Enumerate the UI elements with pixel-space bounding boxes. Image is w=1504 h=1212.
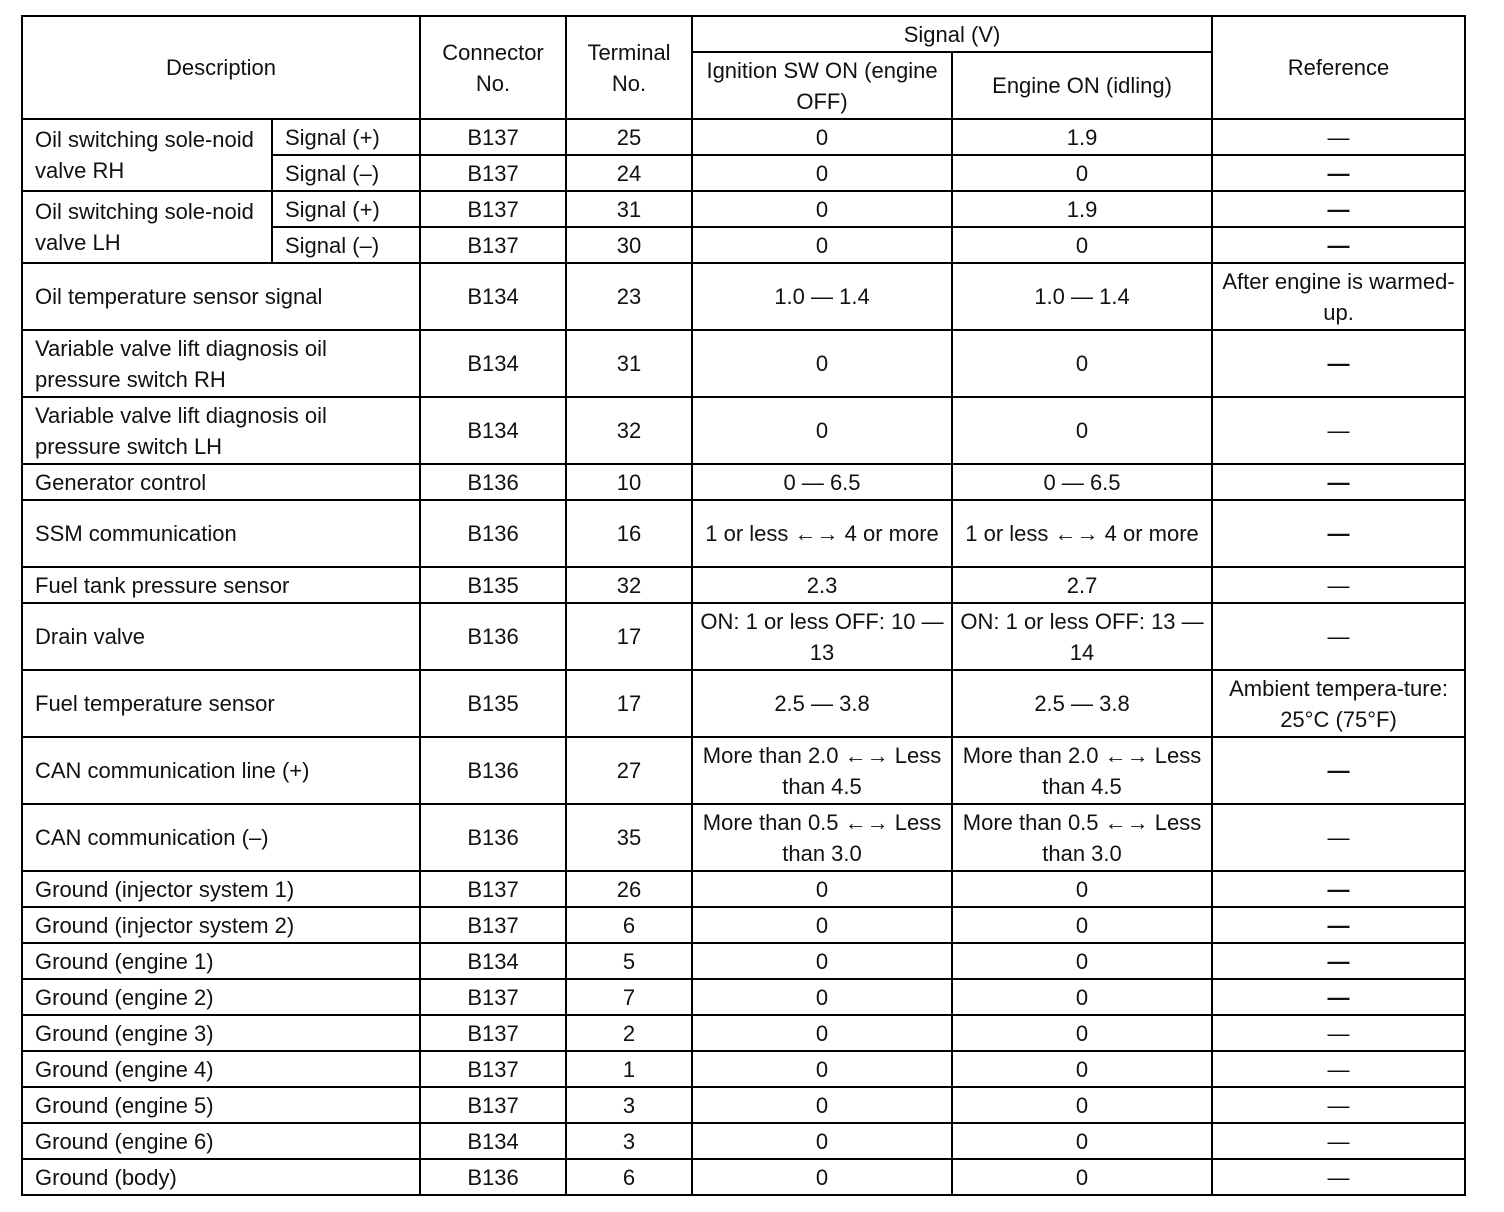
row-ign-value: 0 — [692, 979, 952, 1015]
header-connector: Connector No. — [420, 16, 566, 119]
row-ign-value: 0 — [692, 871, 952, 907]
row-ign-value: 0 — [692, 1015, 952, 1051]
row-connector: B137 — [420, 907, 566, 943]
row-description: Variable valve lift diagnosis oil pressure switch LH — [22, 397, 420, 464]
header-signal: Signal (V) — [692, 16, 1212, 52]
row-reference: — — [1212, 464, 1465, 500]
row-ign-value: 0 — [692, 1159, 952, 1195]
row-connector: B134 — [420, 943, 566, 979]
row-terminal: 5 — [566, 943, 692, 979]
row-connector: B135 — [420, 670, 566, 737]
row-reference: — — [1212, 1123, 1465, 1159]
row-ign-value: 0 — [692, 397, 952, 464]
row-description: CAN communication (–) — [22, 804, 420, 871]
row-eng-value: 0 — [952, 1051, 1212, 1087]
row-terminal: 35 — [566, 804, 692, 871]
row-eng-value: 0 — [952, 1087, 1212, 1123]
table-row — [22, 1051, 1465, 1087]
row-terminal: 30 — [566, 227, 692, 263]
row-terminal: 2 — [566, 1015, 692, 1051]
row-eng-value: 1.9 — [952, 191, 1212, 227]
row-terminal: 24 — [566, 155, 692, 191]
row-connector: B136 — [420, 737, 566, 804]
row-signal-sub: Signal (–) — [272, 155, 420, 191]
row-ign-value: 0 — [692, 191, 952, 227]
table-row — [22, 907, 1465, 943]
table-row — [22, 603, 1465, 670]
header-description: Description — [22, 16, 420, 119]
row-description: CAN communication line (+) — [22, 737, 420, 804]
row-signal-sub: Signal (+) — [272, 191, 420, 227]
table-row — [22, 330, 1465, 397]
row-reference: — — [1212, 330, 1465, 397]
row-ign-value: 1 or less ←→ 4 or more — [692, 500, 952, 567]
row-eng-value: 2.5 — 3.8 — [952, 670, 1212, 737]
row-terminal: 6 — [566, 907, 692, 943]
row-ign-value: 1.0 — 1.4 — [692, 263, 952, 330]
row-eng-value: 2.7 — [952, 567, 1212, 603]
table-row — [22, 397, 1465, 464]
row-terminal: 3 — [566, 1123, 692, 1159]
row-description: Ground (engine 6) — [22, 1123, 420, 1159]
row-connector: B137 — [420, 227, 566, 263]
row-description: Fuel temperature sensor — [22, 670, 420, 737]
row-terminal: 25 — [566, 119, 692, 155]
row-eng-value: 0 — [952, 155, 1212, 191]
row-eng-value: 1 or less ←→ 4 or more — [952, 500, 1212, 567]
row-ign-value: 0 — [692, 227, 952, 263]
row-reference: — — [1212, 1159, 1465, 1195]
row-terminal: 7 — [566, 979, 692, 1015]
table-row — [22, 1015, 1465, 1051]
row-eng-value: 1.0 — 1.4 — [952, 263, 1212, 330]
row-terminal: 16 — [566, 500, 692, 567]
row-terminal: 10 — [566, 464, 692, 500]
row-connector: B137 — [420, 119, 566, 155]
row-description: Variable valve lift diagnosis oil pressure switch RH — [22, 330, 420, 397]
row-reference: — — [1212, 1051, 1465, 1087]
row-reference: — — [1212, 979, 1465, 1015]
row-ign-value: 2.3 — [692, 567, 952, 603]
row-terminal: 6 — [566, 1159, 692, 1195]
row-ign-value: 0 — [692, 1051, 952, 1087]
header-engine-on: Engine ON (idling) — [952, 52, 1212, 119]
row-reference: — — [1212, 737, 1465, 804]
row-description: Ground (engine 5) — [22, 1087, 420, 1123]
table-row — [22, 670, 1465, 737]
row-eng-value: 0 — [952, 397, 1212, 464]
row-reference: — — [1212, 227, 1465, 263]
table-row — [22, 191, 1465, 227]
row-ign-value: 0 — 6.5 — [692, 464, 952, 500]
row-reference: — — [1212, 500, 1465, 567]
terminal-signal-table — [21, 15, 1466, 1196]
row-signal-sub: Signal (–) — [272, 227, 420, 263]
row-description: Ground (body) — [22, 1159, 420, 1195]
row-terminal: 26 — [566, 871, 692, 907]
row-ign-value: 0 — [692, 907, 952, 943]
row-terminal: 27 — [566, 737, 692, 804]
row-terminal: 31 — [566, 191, 692, 227]
row-terminal: 31 — [566, 330, 692, 397]
table-row — [22, 119, 1465, 155]
row-connector: B137 — [420, 1015, 566, 1051]
row-description: Ground (injector system 1) — [22, 871, 420, 907]
row-connector: B137 — [420, 979, 566, 1015]
row-description: Ground (engine 2) — [22, 979, 420, 1015]
row-connector: B136 — [420, 1159, 566, 1195]
header-ignition-sw-on: Ignition SW ON (engine OFF) — [692, 52, 952, 119]
row-reference: — — [1212, 804, 1465, 871]
row-terminal: 17 — [566, 670, 692, 737]
row-ign-value: 2.5 — 3.8 — [692, 670, 952, 737]
row-description: Ground (injector system 2) — [22, 907, 420, 943]
row-ign-value: More than 0.5 ←→ Less than 3.0 — [692, 804, 952, 871]
row-connector: B134 — [420, 263, 566, 330]
row-eng-value: 0 — [952, 979, 1212, 1015]
row-description: Ground (engine 1) — [22, 943, 420, 979]
row-description: Oil switching sole-noid valve LH — [22, 191, 272, 263]
row-ign-value: 0 — [692, 1087, 952, 1123]
row-description: Generator control — [22, 464, 420, 500]
row-connector: B137 — [420, 1051, 566, 1087]
row-ign-value: 0 — [692, 1123, 952, 1159]
table-row — [22, 1087, 1465, 1123]
row-signal-sub: Signal (+) — [272, 119, 420, 155]
row-reference: — — [1212, 1087, 1465, 1123]
row-eng-value: ON: 1 or less OFF: 13 — 14 — [952, 603, 1212, 670]
row-reference: — — [1212, 603, 1465, 670]
row-connector: B136 — [420, 804, 566, 871]
row-reference: Ambient tempera-ture: 25°C (75°F) — [1212, 670, 1465, 737]
row-eng-value: 0 — [952, 1015, 1212, 1051]
row-eng-value: 0 — [952, 1159, 1212, 1195]
table-row — [22, 1159, 1465, 1195]
row-ign-value: 0 — [692, 943, 952, 979]
row-connector: B137 — [420, 155, 566, 191]
row-eng-value: 1.9 — [952, 119, 1212, 155]
row-reference: — — [1212, 871, 1465, 907]
row-connector: B137 — [420, 191, 566, 227]
table-row — [22, 737, 1465, 804]
row-terminal: 32 — [566, 397, 692, 464]
row-eng-value: 0 — [952, 1123, 1212, 1159]
row-terminal: 1 — [566, 1051, 692, 1087]
row-eng-value: More than 2.0 ←→ Less than 4.5 — [952, 737, 1212, 804]
row-reference: — — [1212, 397, 1465, 464]
row-eng-value: More than 0.5 ←→ Less than 3.0 — [952, 804, 1212, 871]
row-ign-value: 0 — [692, 155, 952, 191]
table-row — [22, 804, 1465, 871]
table-row — [22, 1123, 1465, 1159]
row-connector: B136 — [420, 603, 566, 670]
table-row — [22, 943, 1465, 979]
table-row — [22, 500, 1465, 567]
row-terminal: 3 — [566, 1087, 692, 1123]
row-reference: — — [1212, 191, 1465, 227]
row-terminal: 32 — [566, 567, 692, 603]
row-connector: B134 — [420, 397, 566, 464]
row-reference: — — [1212, 1015, 1465, 1051]
row-connector: B136 — [420, 464, 566, 500]
row-description: Fuel tank pressure sensor — [22, 567, 420, 603]
row-reference: — — [1212, 907, 1465, 943]
row-eng-value: 0 — [952, 907, 1212, 943]
table-row — [22, 567, 1465, 603]
row-description: Oil temperature sensor signal — [22, 263, 420, 330]
row-description: Ground (engine 3) — [22, 1015, 420, 1051]
row-ign-value: 0 — [692, 119, 952, 155]
table-row — [22, 871, 1465, 907]
row-connector: B134 — [420, 1123, 566, 1159]
row-connector: B137 — [420, 871, 566, 907]
header-terminal: Terminal No. — [566, 16, 692, 119]
row-reference: After engine is warmed-up. — [1212, 263, 1465, 330]
row-eng-value: 0 — [952, 330, 1212, 397]
row-connector: B137 — [420, 1087, 566, 1123]
row-ign-value: ON: 1 or less OFF: 10 — 13 — [692, 603, 952, 670]
row-description: Oil switching sole-noid valve RH — [22, 119, 272, 191]
row-eng-value: 0 — [952, 227, 1212, 263]
row-reference: — — [1212, 943, 1465, 979]
row-eng-value: 0 — [952, 871, 1212, 907]
table-row — [22, 979, 1465, 1015]
row-connector: B136 — [420, 500, 566, 567]
row-connector: B134 — [420, 330, 566, 397]
header-reference: Reference — [1212, 16, 1465, 119]
row-reference: — — [1212, 567, 1465, 603]
row-eng-value: 0 — 6.5 — [952, 464, 1212, 500]
table-row — [22, 464, 1465, 500]
row-description: Ground (engine 4) — [22, 1051, 420, 1087]
table-row — [22, 263, 1465, 330]
row-eng-value: 0 — [952, 943, 1212, 979]
row-reference: — — [1212, 155, 1465, 191]
row-ign-value: 0 — [692, 330, 952, 397]
row-terminal: 17 — [566, 603, 692, 670]
row-ign-value: More than 2.0 ←→ Less than 4.5 — [692, 737, 952, 804]
row-terminal: 23 — [566, 263, 692, 330]
row-description: Drain valve — [22, 603, 420, 670]
row-connector: B135 — [420, 567, 566, 603]
row-reference: — — [1212, 119, 1465, 155]
row-description: SSM communication — [22, 500, 420, 567]
